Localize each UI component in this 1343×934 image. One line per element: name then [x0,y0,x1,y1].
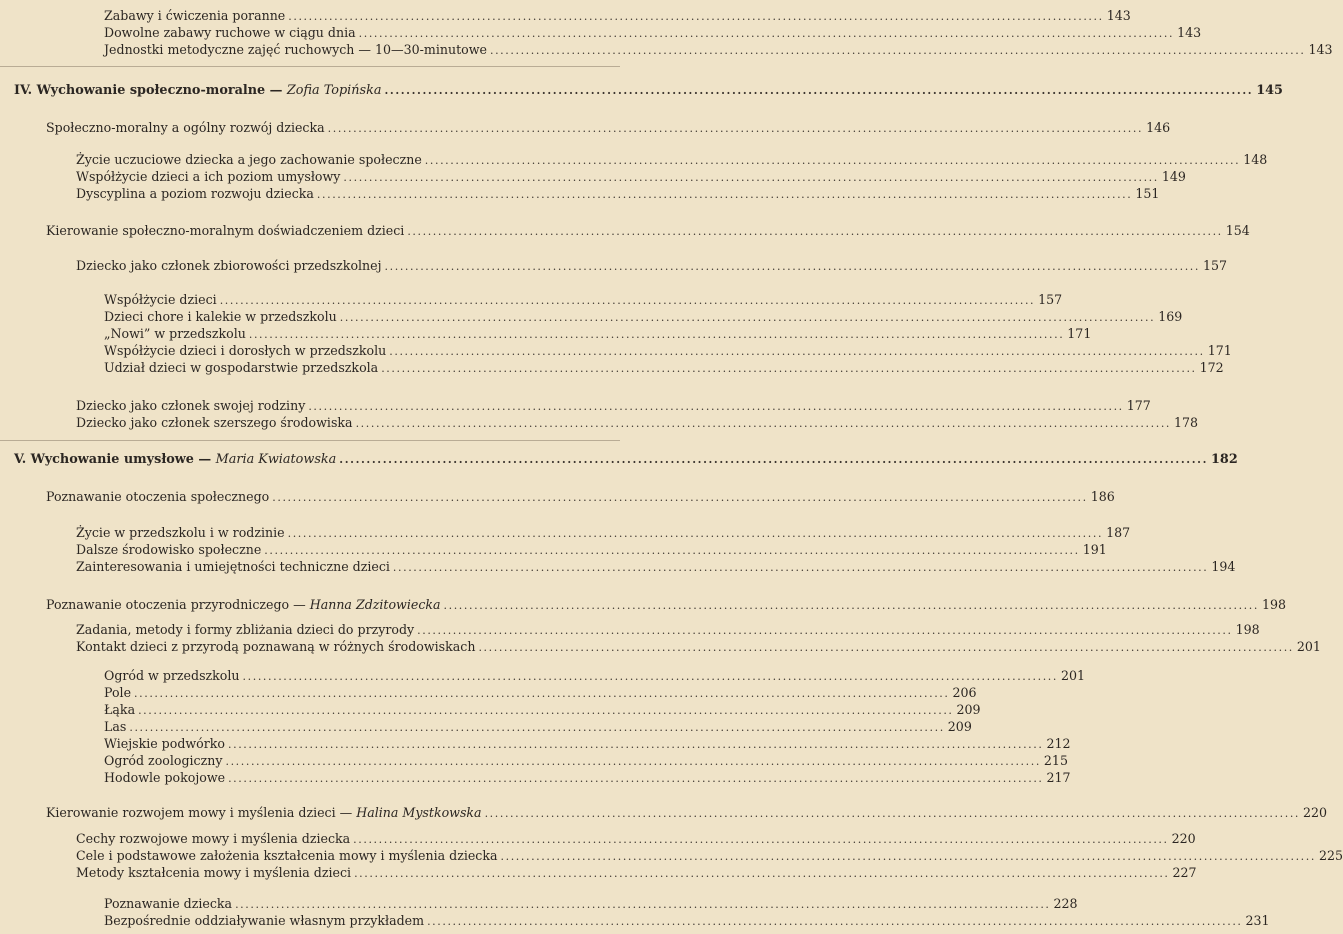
dot-leader: ................................................................................................................................................................ [424,154,1241,167]
entry-title-text: Współżycie dzieci a ich poziom umysłowy [76,169,341,184]
entry-title-text: Współżycie dzieci [104,292,217,307]
dot-leader: ................................................................................................................................................................ [225,755,1041,768]
entry-title [104,343,386,359]
subsubsection-entry[interactable] [104,913,1270,930]
page-number: 231 [1245,913,1270,928]
entry-title [104,753,222,769]
dot-leader: ................................................................................................................................................................ [484,807,1301,820]
page-number: 148 [1243,152,1268,167]
entry-title [46,489,269,505]
entry-title [76,398,305,414]
entry-title-text: Udział dzieci w gospodarstwie przedszkola [104,360,379,375]
dot-leader: ................................................................................................................................................................ [129,721,945,734]
subsubsection-entry[interactable] [104,736,1071,753]
subsection-entry[interactable] [76,152,1268,169]
entry-title-text: Poznawanie otoczenia społecznego [46,489,270,504]
entry-title-text: Dziecko jako członek swojej rodziny [76,398,306,413]
subsection-entry[interactable] [76,848,1343,865]
subsubsection-entry[interactable] [104,719,972,736]
entry-title [104,685,131,701]
entry-title [104,25,356,41]
entry-author: Zofia Topińska [286,83,382,98]
entry-title-text: Dalsze środowisko społeczne [76,542,262,557]
entry-title [76,169,340,185]
subsubsection-entry[interactable] [104,326,1092,343]
subsubsection-entry[interactable] [104,360,1224,377]
page-number: 220 [1171,831,1196,846]
dot-leader: ................................................................................................................................................................ [407,225,1223,238]
entry-title [104,719,126,735]
dot-leader: ................................................................................................................................................................ [384,260,1200,273]
entry-title-text: V. Wychowanie umysłowe — [14,452,216,467]
entry-title-text: Cele i podstawowe założenia kształcenia mowy i myślenia dziecka [76,848,498,863]
subsubsection-entry[interactable] [104,896,1078,913]
entry-title-text: Kierowanie społeczno-moralnym doświadczeniem dzieci [46,223,405,238]
entry-title-text: Ogród zoologiczny [104,753,223,768]
page-number: 225 [1318,848,1343,863]
dot-leader: ................................................................................................................................................................ [427,915,1243,928]
entry-title-text: Zabawy i ćwiczenia poranne [104,8,286,23]
page-number: 177 [1126,398,1151,413]
page-number: 227 [1172,865,1197,880]
entry-title-text: IV. Wychowanie społeczno-moralne — [14,83,287,98]
dot-leader: ................................................................................................................................................................ [354,867,1170,880]
dot-leader: ................................................................................................................................................................ [134,687,950,700]
page-number: 182 [1211,452,1238,467]
entry-title [104,702,135,718]
page-number: 143 [1106,8,1131,23]
dot-leader: ................................................................................................................................................................ [355,417,1172,430]
entry-title-text: Metody kształcenia mowy i myślenia dzieci [76,865,352,880]
entry-title [76,848,498,864]
dot-leader: ................................................................................................................................................................ [235,898,1051,911]
entry-title-text: Ogród w przedszkolu [104,668,240,683]
entry-title [76,865,351,881]
dot-leader: ................................................................................................................................................................ [228,772,1044,785]
dot-leader: ................................................................................................................................................................ [272,491,1088,504]
entry-title [46,597,441,613]
page-number: 145 [1256,83,1283,98]
subsubsection-entry[interactable] [104,25,1202,42]
entry-title-text: Poznawanie dziecka [104,896,233,911]
page-number: 194 [1211,559,1236,574]
dot-leader: ................................................................................................................................................................ [384,84,1254,97]
dot-leader: ................................................................................................................................................................ [228,738,1044,751]
subsection-entry[interactable] [76,831,1196,848]
entry-title [76,152,422,168]
subsection-entry[interactable] [76,559,1236,576]
subsubsection-entry[interactable] [104,770,1071,787]
subsection-entry[interactable] [76,258,1228,275]
subsubsection-entry[interactable] [104,42,1333,59]
entry-title [104,42,487,58]
entry-title-text: Życie uczuciowe dziecka a jego zachowanie społeczne [76,152,422,167]
entry-title [14,83,381,99]
section-divider [0,440,620,441]
dot-leader: ................................................................................................................................................................ [389,345,1205,358]
page-number: 220 [1303,805,1328,820]
entry-title [76,525,285,541]
entry-title [46,120,325,136]
entry-title [104,770,225,786]
page-number: 157 [1038,292,1063,307]
entry-title [76,622,414,638]
entry-title [104,8,285,24]
entry-title [104,309,337,325]
page-number: 151 [1135,186,1160,201]
entry-title [104,913,424,929]
subsection-entry[interactable] [76,542,1107,559]
entry-title-text: Dziecko jako członek zbiorowości przedszkolnej [76,258,382,273]
page-number: 201 [1060,668,1086,683]
dot-leader: ................................................................................................................................................................ [219,294,1036,307]
dot-leader: ................................................................................................................................................................ [343,171,1159,184]
entry-title [104,668,240,684]
subsection-entry[interactable] [76,169,1186,186]
entry-title-text: Cechy rozwojowe mowy i myślenia dziecka [76,831,351,846]
page-number: 169 [1158,309,1183,324]
page-number: 154 [1225,223,1250,238]
entry-title-text: Kierowanie rozwojem mowy i myślenia dzieci — [46,805,357,820]
entry-title-text: Hodowle pokojowe [104,770,226,785]
entry-title-text: Dziecko jako członek szerszego środowiska [76,415,353,430]
entry-author: Maria Kwiatowska [215,452,337,467]
entry-title [104,292,217,308]
entry-title-text: Jednostki metodyczne zajęć ruchowych — 10—30-minutowe [104,42,487,57]
page-number: 209 [947,719,972,734]
page-number: 143 [1177,25,1202,40]
entry-title [14,452,336,468]
entry-title [76,258,382,274]
entry-title-text: Dowolne zabawy ruchowe w ciągu dnia [104,25,356,40]
dot-leader: ................................................................................................................................................................ [500,850,1316,863]
page-number: 143 [1308,42,1333,57]
page-number: 191 [1082,542,1107,557]
dot-leader: ................................................................................................................................................................ [288,10,1104,23]
page-number: 149 [1161,169,1186,184]
entry-title [76,415,353,431]
subsection-entry[interactable] [76,415,1199,432]
dot-leader: ................................................................................................................................................................ [242,670,1058,683]
dot-leader: ................................................................................................................................................................ [248,328,1065,341]
entry-title-text: Pole [104,685,132,700]
page-number: 217 [1046,770,1071,785]
page-number: 198 [1235,622,1260,637]
page-number: 171 [1207,343,1232,358]
entry-title-text: Zainteresowania i umiejętności techniczne dzieci [76,559,390,574]
section-divider [0,66,620,67]
dot-leader: ................................................................................................................................................................ [478,641,1294,654]
subsection-entry[interactable] [76,865,1197,882]
section-entry[interactable] [46,120,1171,137]
entry-title [104,360,378,376]
entry-title-text: „Nowi” w przedszkolu [104,326,246,341]
entry-title-text: Bezpośrednie oddziaływanie własnym przykładem [104,913,425,928]
section-entry[interactable] [46,805,1328,822]
entry-title-text: Kontakt dzieci z przyrodą poznawaną w różnych środowiskach [76,639,476,654]
entry-title [104,326,246,342]
page-number: 172 [1199,360,1224,375]
page-number: 228 [1053,896,1078,911]
dot-leader: ................................................................................................................................................................ [339,453,1209,466]
dot-leader: ................................................................................................................................................................ [138,704,954,717]
entry-author: Halina Mystkowska [356,805,482,820]
dot-leader: ................................................................................................................................................................ [308,400,1124,413]
subsection-entry[interactable] [76,525,1131,542]
dot-leader: ................................................................................................................................................................ [264,544,1080,557]
page-number: 146 [1146,120,1171,135]
page-number: 201 [1296,639,1321,654]
dot-leader: ................................................................................................................................................................ [339,311,1156,324]
subsection-entry[interactable] [76,639,1321,656]
entry-title-text: Wiejskie podwórko [104,736,225,751]
dot-leader: ................................................................................................................................................................ [489,44,1306,57]
entry-title [104,896,232,912]
entry-title [76,542,261,558]
dot-leader: ................................................................................................................................................................ [327,122,1144,135]
dot-leader: ................................................................................................................................................................ [392,561,1209,574]
subsubsection-entry[interactable] [104,702,981,719]
dot-leader: ................................................................................................................................................................ [316,188,1133,201]
page-number: 171 [1067,326,1092,341]
entry-title [76,186,314,202]
entry-title-text: Dyscyplina a poziom rozwoju dziecka [76,186,314,201]
chapter-entry[interactable] [14,83,1283,99]
dot-leader: ................................................................................................................................................................ [353,833,1169,846]
entry-title-text: Łąka [104,702,136,717]
chapter-entry[interactable] [14,452,1238,468]
entry-title [76,831,350,847]
dot-leader: ................................................................................................................................................................ [417,624,1233,637]
entry-title-text: Las [104,719,127,734]
entry-title-text: Życie w przedszkolu i w rodzinie [76,525,285,540]
section-entry[interactable] [46,597,1287,614]
dot-leader: ................................................................................................................................................................ [287,527,1104,540]
page-number: 215 [1043,753,1068,768]
page-number: 178 [1174,415,1199,430]
subsubsection-entry[interactable] [104,309,1183,326]
page-number: 209 [956,702,981,717]
entry-title-text: Współżycie dzieci i dorosłych w przedszkolu [104,343,387,358]
subsubsection-entry[interactable] [104,8,1131,25]
subsection-entry[interactable] [76,622,1260,639]
entry-title [104,736,225,752]
subsubsection-entry[interactable] [104,753,1068,770]
entry-title-text: Zadania, metody i formy zbliżania dzieci do przyrody [76,622,415,637]
entry-title [76,559,390,575]
dot-leader: ................................................................................................................................................................ [358,27,1175,40]
entry-title [46,223,404,239]
subsubsection-entry[interactable] [104,685,977,702]
page-number: 206 [952,685,977,700]
subsection-entry[interactable] [76,186,1160,203]
entry-author: Hanna Zdzitowiecka [309,597,441,612]
dot-leader: ................................................................................................................................................................ [443,599,1259,612]
section-entry[interactable] [46,489,1115,506]
entry-title [46,805,482,821]
page-number: 198 [1261,597,1287,612]
subsubsection-entry[interactable] [104,668,1086,685]
page-number: 187 [1106,525,1131,540]
dot-leader: ................................................................................................................................................................ [381,362,1197,375]
page-number: 212 [1046,736,1071,751]
page-number: 157 [1202,258,1228,273]
subsubsection-entry[interactable] [104,292,1063,309]
subsection-entry[interactable] [76,398,1151,415]
section-entry[interactable] [46,223,1250,240]
entry-title-text: Społeczno-moralny a ogólny rozwój dziecka [46,120,325,135]
entry-title [76,639,475,655]
page-number: 186 [1090,489,1115,504]
entry-title-text: Dzieci chore i kalekie w przedszkolu [104,309,337,324]
entry-title-text: Poznawanie otoczenia przyrodniczego — [46,597,310,612]
subsubsection-entry[interactable] [104,343,1232,360]
